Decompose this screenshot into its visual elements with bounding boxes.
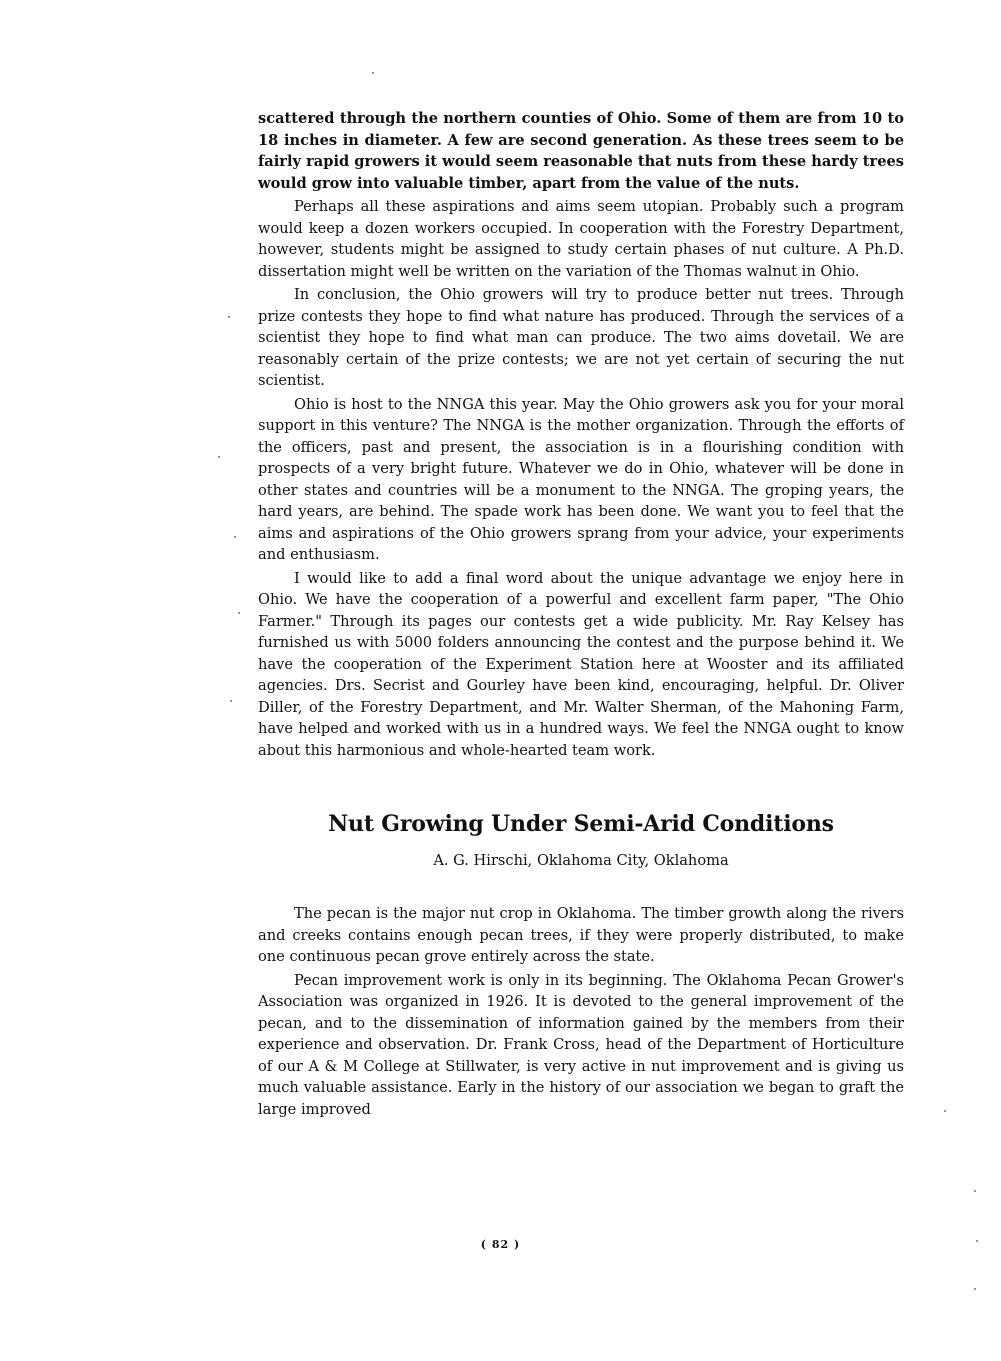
article-title: Nut Growing Under Semi-Arid Conditions bbox=[328, 811, 834, 837]
scan-speck bbox=[234, 536, 236, 538]
paragraph-aspirations: Perhaps all these aspirations and aims seem utopian. Probably such a program would keep a dozen workers occupied. In cooperation with the Forestry Department, however, students might be assigned to study certain phases of nut culture. A Ph.D. dissertation might well be written on the variation of the Thomas walnut in Ohio. bbox=[258, 198, 904, 280]
article-ohio-nut-growers bbox=[258, 108, 904, 761]
paragraph-conclusion: In conclusion, the Ohio growers will try to produce better nut trees. Through prize contests they hope to find what nature has produced. Through the services of a scientist they hope to find what man can produce. The two aims dovetail. We are reasonably certain of the prize contests; we are not yet certain of securing the nut scientist. bbox=[258, 286, 904, 389]
scan-speck bbox=[976, 1240, 978, 1242]
paragraph-pecan-crop: The pecan is the major nut crop in Oklahoma. The timber growth along the rivers and creeks contains enough pecan trees, if they were properly distributed, to make one continuous pecan grove entirely across the state. bbox=[258, 905, 904, 965]
paragraph-pecan-improvement: Pecan improvement work is only in its beginning. The Oklahoma Pecan Grower's Association was organized in 1926. It is devoted to the general improvement of the pecan, and to the dissemination of information gained by the members from their experience and observation. Dr. Frank Cross, head of the Department of Horticulture of our A & M College at Stillwater, is very active in nut improvement and is giving us much valuable assistance. Early in the history of our association we began to graft the large improved bbox=[258, 971, 904, 1118]
page-number: ( 82 ) bbox=[480, 1238, 521, 1251]
paragraph-nnga-host: Ohio is host to the NNGA this year. May the Ohio growers ask you for your moral support in this venture? The NNGA is the mother organization. Through the efforts of the officers, past and present, the association is in a flourishing condition with prospects of a very bright future. Whatever we do in Ohio, whatever will be done in other states and countries will be a monument to the NNGA. The groping years, the hard years, are behind. The spade work has been done. We want you to feel that the aims and aspirations of the Ohio growers sprang from your advice, your experiments and enthusiasm. bbox=[258, 395, 904, 563]
paragraph-continued: scattered through the northern counties of Ohio. Some of them are from 10 to 18 inches in diameter. A few are second generation. As these trees seem to be fairly rapid growers it would seem reasonable that nuts from these hardy trees would grow into valuable timber, apart from the value of the nuts. bbox=[258, 110, 904, 192]
section-spacer bbox=[258, 761, 904, 809]
scan-speck bbox=[228, 316, 230, 318]
article-author: A. G. Hirschi, Oklahoma City, Oklahoma bbox=[433, 852, 729, 869]
paragraph-final-word: I would like to add a final word about the unique advantage we enjoy here in Ohio. We have the cooperation of a powerful and excellent farm paper, "The Ohio Farmer." Through its pages our contests get a wide publicity. Mr. Ray Kelsey has furnished us with 5000 folders announcing the contest and the purpose behind it. We have the cooperation of the Experiment Station here at Wooster and its affiliated agencies. Drs. Secrist and Gourley have been kind, encouraging, helpful. Dr. Oliver Diller, of the Forestry Department, and Mr. Walter Sherman, of the Mahoning Farm, have helped and worked with us in a hundred ways. We feel the NNGA ought to know about this harmonious and whole-hearted team work. bbox=[258, 569, 904, 759]
scan-speck bbox=[372, 72, 374, 74]
scan-speck bbox=[944, 1110, 946, 1112]
article-semi-arid bbox=[258, 809, 904, 1120]
scan-speck bbox=[230, 700, 232, 702]
scan-speck bbox=[238, 612, 240, 614]
scan-speck bbox=[218, 456, 220, 458]
scan-speck bbox=[974, 1288, 976, 1290]
title-spacer bbox=[258, 871, 904, 901]
page-body bbox=[258, 108, 904, 1120]
scan-speck bbox=[974, 1190, 976, 1192]
